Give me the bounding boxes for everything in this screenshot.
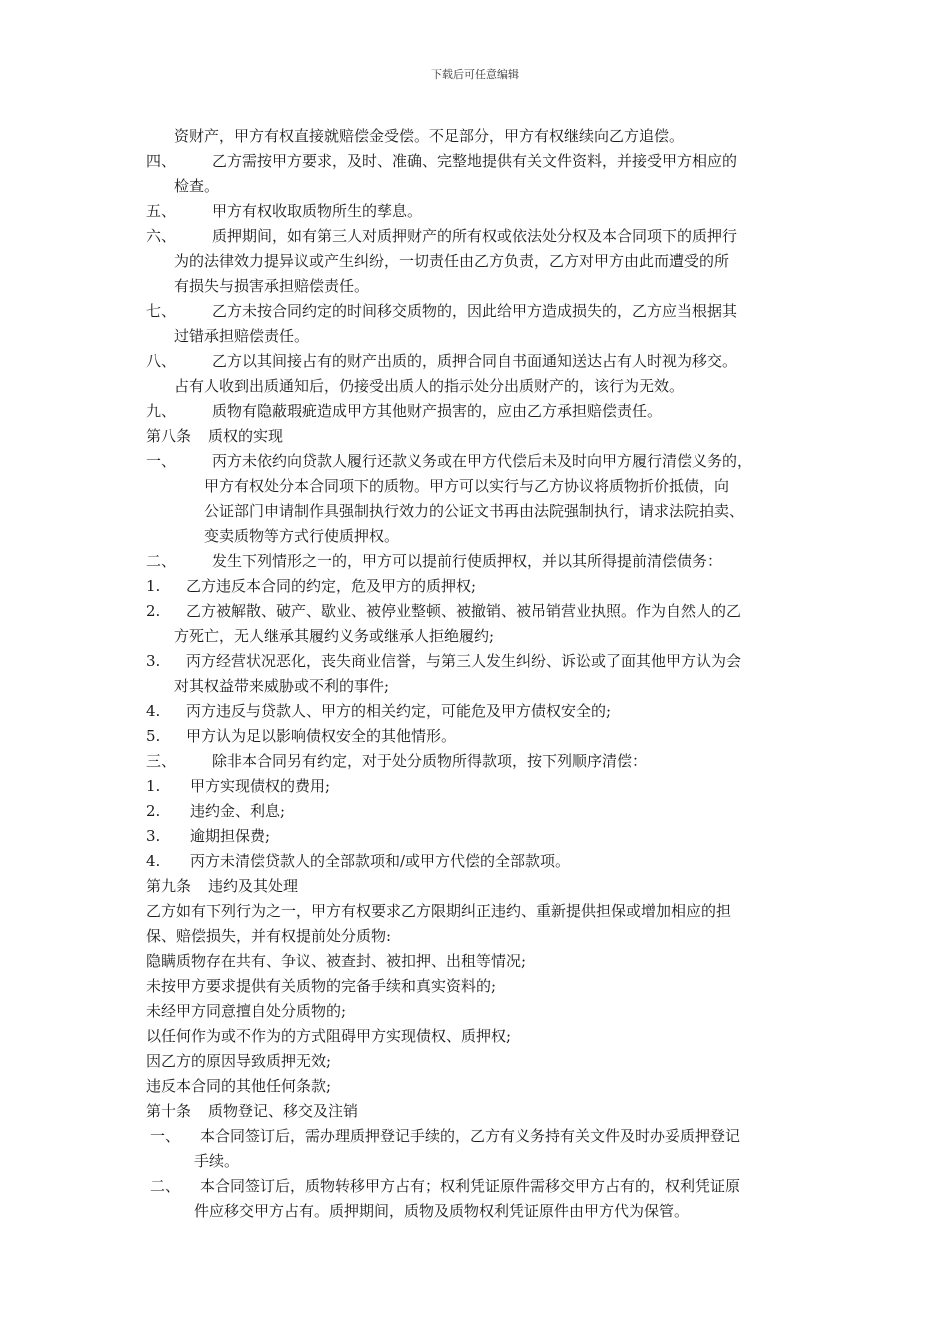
text-line	[146, 224, 818, 249]
clause-number: 一、	[150, 1127, 181, 1145]
clause-text: 为的法律效力提异议或产生纠纷，一切责任由乙方负责，乙方对甲方由此而遭受的所	[174, 252, 730, 270]
clause-text: 逾期担保费;	[190, 827, 271, 845]
clause-number: 八、	[146, 352, 177, 370]
clause-text: 对其权益带来威胁或不利的事件;	[174, 677, 390, 695]
clause-text: 变卖质物等方式行使质押权。	[204, 527, 400, 545]
text-line	[146, 724, 818, 749]
text-line	[146, 624, 818, 649]
text-line	[146, 349, 818, 374]
text-line	[146, 599, 818, 624]
text-line	[146, 499, 818, 524]
text-line	[146, 249, 818, 274]
clause-text: 质押期间，如有第三人对质押财产的所有权或依法处分权及本合同项下的质押行	[212, 227, 738, 245]
text-line	[146, 524, 818, 549]
text-line	[146, 1199, 818, 1224]
clause-text: 手续。	[194, 1152, 240, 1170]
clause-text: 甲方有权处分本合同项下的质物。甲方可以实行与乙方协议将质物折价抵债，向	[204, 477, 730, 495]
text-line	[146, 1024, 818, 1049]
clause-text: 质权的实现	[208, 427, 284, 445]
clause-number: 2.	[146, 602, 161, 620]
clause-text: 丙方经营状况恶化，丧失商业信誉，与第三人发生纠纷、诉讼或了面其他甲方认为会	[186, 652, 742, 670]
clause-number: 4.	[146, 852, 161, 870]
clause-text: 违约及其处理	[208, 877, 299, 895]
clause-number: 三、	[146, 752, 177, 770]
clause-text: 甲方有权收取质物所生的孳息。	[212, 202, 423, 220]
clause-text: 本合同签订后，需办理质押登记手续的，乙方有义务持有关文件及时办妥质押登记	[200, 1127, 741, 1145]
text-line	[146, 124, 818, 149]
text-line	[146, 1099, 818, 1124]
clause-number: 七、	[146, 302, 177, 320]
clause-text: 乙方被解散、破产、歇业、被停业整顿、被撤销、被吊销营业执照。作为自然人的乙	[186, 602, 742, 620]
text-line	[146, 649, 818, 674]
text-line	[146, 674, 818, 699]
clause-text: 占有人收到出质通知后，仍接受出质人的指示处分出质财产的，该行为无效。	[174, 377, 685, 395]
document-body	[146, 124, 818, 1224]
text-line	[146, 999, 818, 1024]
clause-text: 保、赔偿损失，并有权提前处分质物:	[146, 927, 392, 945]
text-line	[146, 849, 818, 874]
text-line	[146, 374, 818, 399]
clause-text: 违约金、利息;	[190, 802, 286, 820]
text-line	[146, 474, 818, 499]
clause-text: 乙方如有下列行为之一，甲方有权要求乙方限期纠正违约、重新提供担保或增加相应的担	[146, 902, 732, 920]
clause-number: 2.	[146, 802, 161, 820]
text-line	[146, 574, 818, 599]
clause-text: 乙方需按甲方要求，及时、准确、完整地提供有关文件资料，并接受甲方相应的	[212, 152, 738, 170]
text-line	[146, 774, 818, 799]
text-line	[146, 749, 818, 774]
text-line	[146, 449, 818, 474]
clause-text: 质物登记、移交及注销	[208, 1102, 359, 1120]
text-line	[146, 874, 818, 899]
clause-number: 5.	[146, 727, 161, 745]
text-line	[146, 1124, 818, 1149]
clause-text: 质物有隐蔽瑕疵造成甲方其他财产损害的，应由乙方承担赔偿责任。	[212, 402, 663, 420]
text-line	[146, 274, 818, 299]
clause-number: 九、	[146, 402, 177, 420]
clause-number: 五、	[146, 202, 177, 220]
text-line	[146, 424, 818, 449]
clause-text: 丙方未依约向贷款人履行还款义务或在甲方代偿后未及时向甲方履行清偿义务的，	[212, 452, 753, 470]
clause-number: 3.	[146, 652, 161, 670]
clause-text: 甲方实现债权的费用;	[190, 777, 331, 795]
clause-text: 丙方未清偿贷款人的全部款项和/或甲方代偿的全部款项。	[190, 852, 571, 870]
clause-text: 未按甲方要求提供有关质物的完备手续和真实资料的;	[146, 977, 497, 995]
text-line	[146, 399, 818, 424]
clause-text: 方死亡，无人继承其履约义务或继承人拒绝履约;	[174, 627, 495, 645]
clause-text: 除非本合同另有约定，对于处分质物所得款项，按下列顺序清偿：	[212, 752, 648, 770]
text-line	[146, 1149, 818, 1174]
clause-text: 丙方违反与贷款人、甲方的相关约定，可能危及甲方债权安全的;	[186, 702, 612, 720]
clause-text: 件应移交甲方占有。质押期间，质物及质物权利凭证原件由甲方代为保管。	[194, 1202, 690, 1220]
text-line	[146, 824, 818, 849]
clause-number: 四、	[146, 152, 177, 170]
text-line	[146, 699, 818, 724]
clause-text: 乙方未按合同约定的时间移交质物的，因此给甲方造成损失的，乙方应当根据其	[212, 302, 738, 320]
clause-number: 第八条	[146, 427, 192, 445]
clause-number: 二、	[146, 552, 177, 570]
clause-text: 有损失与损害承担赔偿责任。	[174, 277, 370, 295]
clause-text: 未经甲方同意擅自处分质物的;	[146, 1002, 347, 1020]
text-line	[146, 1074, 818, 1099]
clause-number: 1.	[146, 577, 161, 595]
clause-number: 一、	[146, 452, 177, 470]
clause-number: 二、	[150, 1177, 181, 1195]
text-line	[146, 324, 818, 349]
clause-text: 过错承担赔偿责任。	[174, 327, 310, 345]
clause-text: 因乙方的原因导致质押无效;	[146, 1052, 332, 1070]
text-line	[146, 1049, 818, 1074]
page-header: 下载后可任意编辑	[431, 68, 519, 81]
clause-number: 4.	[146, 702, 161, 720]
clause-number: 第十条	[146, 1102, 192, 1120]
text-line	[146, 924, 818, 949]
clause-text: 发生下列情形之一的，甲方可以提前行使质押权，并以其所得提前清偿债务：	[212, 552, 723, 570]
text-line	[146, 549, 818, 574]
clause-text: 乙方以其间接占有的财产出质的，质押合同自书面通知送达占有人时视为移交。	[212, 352, 738, 370]
text-line	[146, 299, 818, 324]
text-line	[146, 949, 818, 974]
text-line	[146, 1174, 818, 1199]
text-line	[146, 149, 818, 174]
clause-text: 公证部门申请制作具强制执行效力的公证文书再由法院强制执行，请求法院拍卖、	[204, 502, 745, 520]
text-line	[146, 799, 818, 824]
text-line	[146, 899, 818, 924]
clause-text: 乙方违反本合同的约定，危及甲方的质押权;	[186, 577, 477, 595]
text-line	[146, 174, 818, 199]
clause-text: 检查。	[174, 177, 220, 195]
clause-number: 六、	[146, 227, 177, 245]
clause-text: 违反本合同的其他任何条款;	[146, 1077, 332, 1095]
clause-text: 以任何作为或不作为的方式阻碍甲方实现债权、质押权;	[146, 1027, 512, 1045]
clause-number: 第九条	[146, 877, 192, 895]
clause-text: 甲方认为足以影响债权安全的其他情形。	[186, 727, 457, 745]
clause-text: 隐瞒质物存在共有、争议、被查封、被扣押、出租等情况;	[146, 952, 527, 970]
clause-text: 资财产，甲方有权直接就赔偿金受偿。不足部分，甲方有权继续向乙方追偿。	[174, 127, 685, 145]
clause-number: 3.	[146, 827, 161, 845]
text-line	[146, 199, 818, 224]
clause-text: 本合同签订后，质物转移甲方占有；权利凭证原件需移交甲方占有的，权利凭证原	[200, 1177, 741, 1195]
text-line	[146, 974, 818, 999]
clause-number: 1.	[146, 777, 161, 795]
